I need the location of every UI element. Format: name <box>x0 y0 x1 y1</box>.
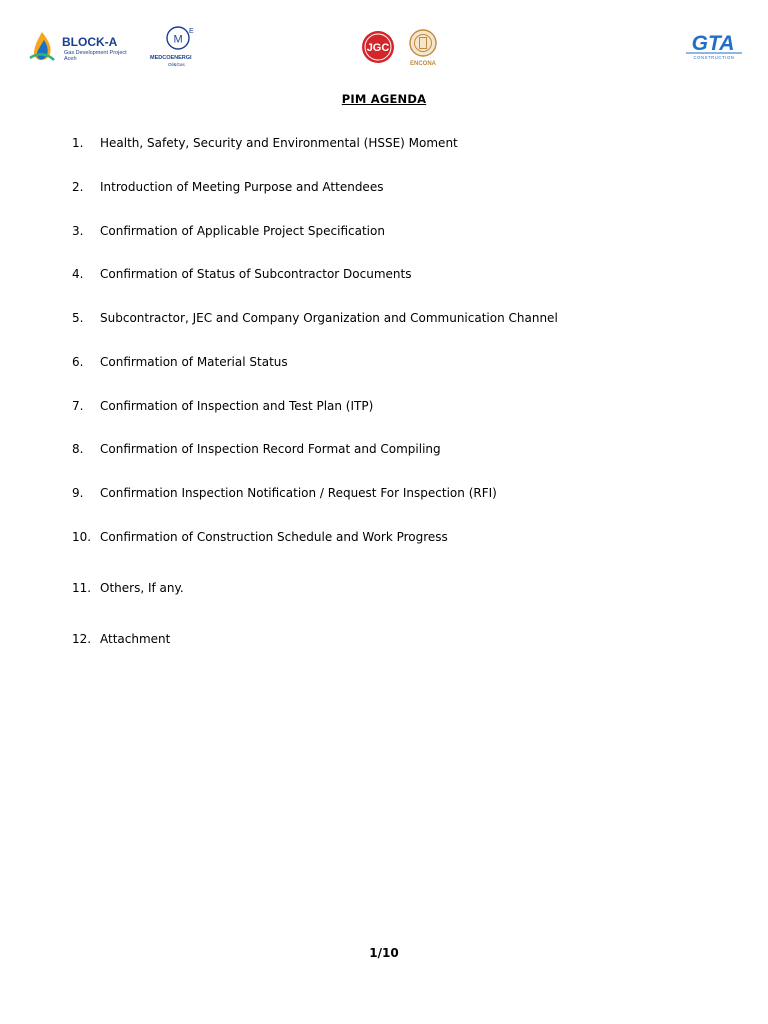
gta-wordmark-icon: GTA <box>691 32 735 55</box>
list-item <box>0 579 700 597</box>
item-number: 9. <box>72 486 84 500</box>
list-item <box>0 265 700 283</box>
medco-wordmark: MEDCOENERGI <box>150 55 192 61</box>
item-text: Confirmation of Inspection Record Format and Compiling <box>100 442 441 456</box>
svg-text:M: M <box>173 33 183 46</box>
list-item <box>0 353 700 371</box>
item-text: Attachment <box>100 632 171 646</box>
list-item <box>0 397 700 415</box>
item-number: 1. <box>72 136 84 150</box>
block-a-subtitle-2: Aceh <box>64 56 77 62</box>
item-number: 4. <box>72 267 84 281</box>
list-item <box>0 178 700 196</box>
item-text: Others, If any. <box>100 581 184 595</box>
item-text: Confirmation Inspection Notification / Request For Inspection (RFI) <box>100 486 497 500</box>
list-item <box>0 528 700 546</box>
list-item <box>0 440 700 458</box>
item-number: 12. <box>72 632 92 646</box>
list-item <box>0 630 700 648</box>
svg-text:E: E <box>189 28 194 35</box>
page-number: 1/10 <box>369 946 399 960</box>
gta-subtitle: CONSTRUCTION <box>693 55 735 60</box>
item-number: 8. <box>72 442 84 456</box>
item-text: Introduction of Meeting Purpose and Attendees <box>100 180 384 194</box>
item-number: 10. <box>72 530 92 544</box>
item-text: Confirmation of Material Status <box>100 355 288 369</box>
encona-wordmark: ENCONA <box>409 61 437 67</box>
item-text: Subcontractor, JEC and Company Organization and Communication Channel <box>100 311 558 325</box>
item-number: 11. <box>72 581 92 595</box>
item-text: Health, Safety, Security and Environmental (HSSE) Moment <box>100 136 458 150</box>
list-item <box>0 309 700 327</box>
item-number: 3. <box>72 224 84 238</box>
item-number: 7. <box>72 399 84 413</box>
item-text: Confirmation of Status of Subcontractor Documents <box>100 267 412 281</box>
item-text: Confirmation of Applicable Project Specification <box>100 224 385 238</box>
page-title: PIM AGENDA <box>341 92 427 106</box>
block-a-subtitle: Gas Development Project <box>64 50 127 56</box>
list-item <box>0 222 700 240</box>
medco-subtitle: Oil&Gas <box>168 62 185 67</box>
item-number: 5. <box>72 311 84 325</box>
list-item <box>0 484 700 502</box>
item-number: 2. <box>72 180 84 194</box>
svg-text:JGC: JGC <box>366 42 390 54</box>
item-number: 6. <box>72 355 84 369</box>
list-item <box>0 134 700 152</box>
item-text: Confirmation of Construction Schedule and Work Progress <box>100 530 448 544</box>
block-a-wordmark: BLOCK-A <box>62 35 118 49</box>
item-text: Confirmation of Inspection and Test Plan (ITP) <box>100 399 374 413</box>
